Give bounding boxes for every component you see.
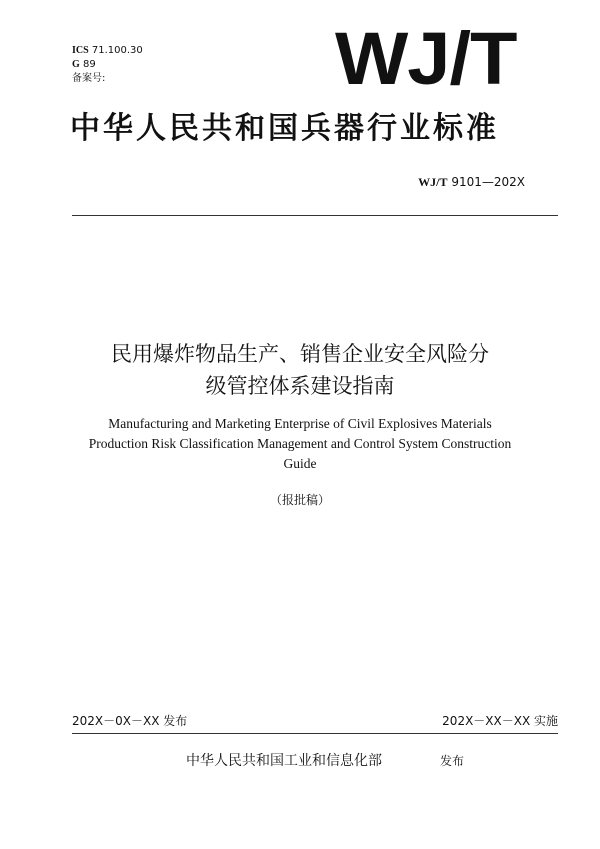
document-title-en: Manufacturing and Marketing Enterprise of Civil Explosives Materials Production Risk Classification Management and Control System Construction Guide [88, 416, 512, 471]
implement-date: 202X－XX－XX 实施 [442, 714, 558, 728]
issuer-action: 发布 [440, 754, 465, 768]
filing-number: 备案号: [72, 73, 106, 84]
ics-number: ICS 71.100.30 [72, 45, 143, 56]
standard-code: WJ/T 9101—202X [418, 175, 525, 189]
footer-divider [72, 733, 558, 734]
document-title-zh: 民用爆炸物品生产、销售企业安全风险分 级管控体系建设指南 [111, 342, 489, 398]
issuing-authority: 中华人民共和国工业和信息化部 [186, 753, 382, 769]
draft-status: （报批稿） [269, 493, 330, 507]
header-divider [72, 215, 558, 216]
standard-logo: WJ/T [335, 17, 517, 100]
publish-date: 202X－0X－XX 发布 [72, 714, 188, 728]
classification-code: G 89 [72, 59, 96, 70]
standard-category-title: 中华人民共和国兵器行业标准 [70, 111, 499, 146]
